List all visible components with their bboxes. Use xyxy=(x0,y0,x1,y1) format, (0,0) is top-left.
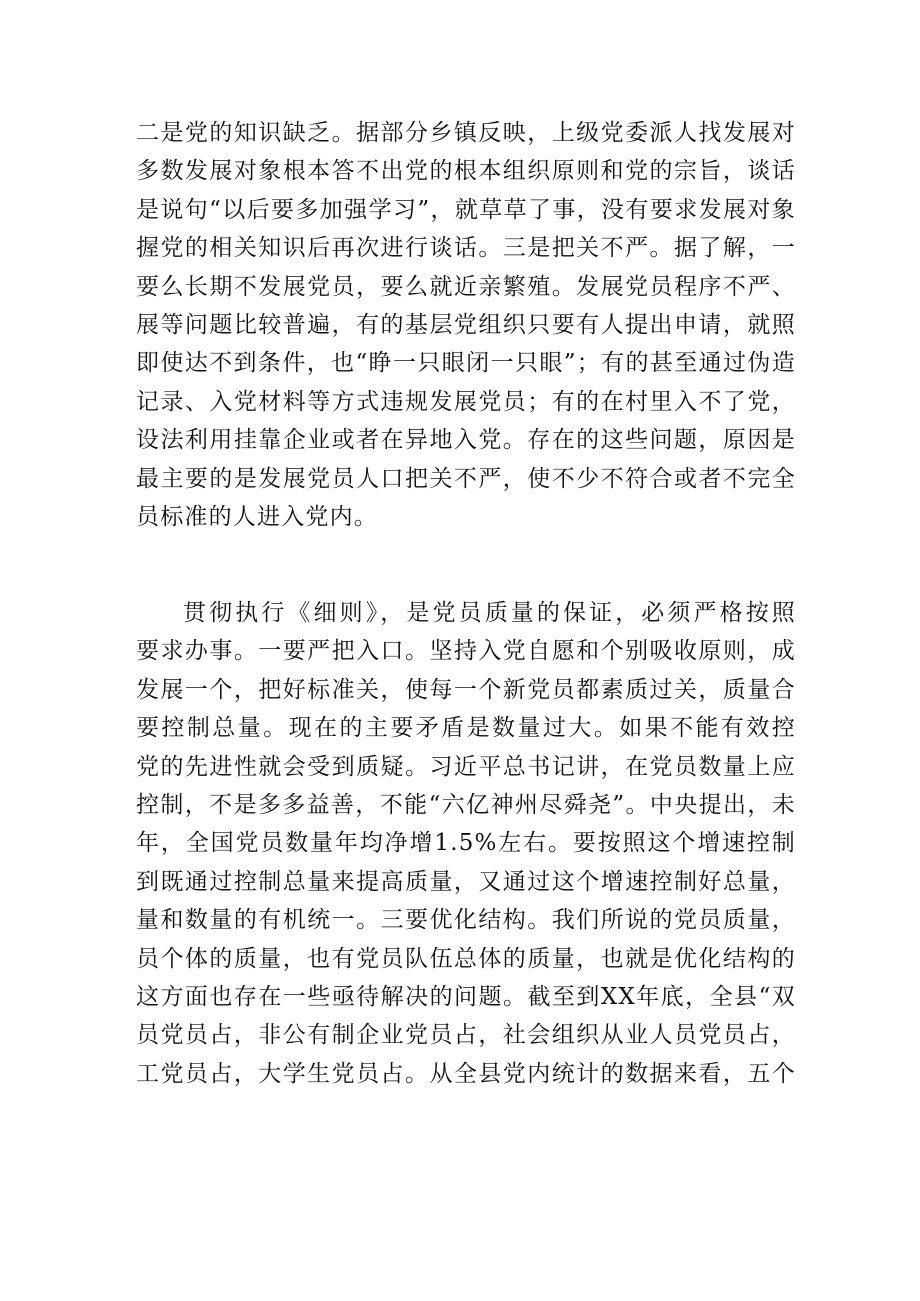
text-line: 到既通过控制总量来提高质量，又通过这个增速控制好总量， xyxy=(136,868,796,895)
text-line: 控制，不是多多益善，不能“六亿神州尽舜尧”。中央提出，未 xyxy=(136,791,796,818)
text-line: 握党的相关知识后再次进行谈话。三是把关不严。据了解，一 xyxy=(136,235,796,262)
text-line: 要控制总量。现在的主要矛盾是数量过大。如果不能有效控 xyxy=(136,715,796,742)
text-line: 即使达不到条件，也“睁一只眼闭一只眼”；有的甚至通过伪造 xyxy=(136,350,796,377)
paragraph-1 xyxy=(136,114,796,536)
text-line: 二是党的知识缺乏。据部分乡镇反映，上级党委派人找发展对 xyxy=(136,120,796,146)
text-line: 展等问题比较普遍，有的基层党组织只要有人提出申请，就照 xyxy=(136,311,796,338)
text-line: 年，全国党员数量年均净增1.5%左右。要按照这个增速控制 xyxy=(136,830,796,857)
text-line: 最主要的是发展党员人口把关不严，使不少不符合或者不完全 xyxy=(136,465,796,492)
text-line: 党的先进性就会受到质疑。习近平总书记讲，在党员数量上应 xyxy=(136,753,796,780)
text-line: 记录、入党材料等方式违规发展党员；有的在村里入不了党， xyxy=(136,388,796,415)
text-line: 发展一个，把好标准关，使每一个新党员都素质过关，质量合 xyxy=(136,676,796,703)
text-line: 贯彻执行《细则》，是党员质量的保证，必须严格按照 xyxy=(183,600,796,626)
text-line: 员党员占，非公有制企业党员占，社会组织从业人员党员占， xyxy=(136,1022,796,1049)
text-line: 量和数量的有机统一。三要优化结构。我们所说的党员质量， xyxy=(136,907,796,934)
text-line: 要求办事。一要严把入口。坚持入党自愿和个别吸收原则，成 xyxy=(136,638,796,665)
text-line: 工党员占，大学生党员占。从全县党内统计的数据来看，五个 xyxy=(136,1060,796,1087)
text-line: 是说句“以后要多加强学习”，就草草了事，没有要求发展对象 xyxy=(136,196,796,223)
text-line: 员个体的质量，也有党员队伍总体的质量，也就是优化结构的 xyxy=(136,945,796,972)
text-line: 要么长期不发展党员，要么就近亲繁殖。发展党员程序不严、 xyxy=(136,273,796,300)
text-line: 多数发展对象根本答不出党的根本组织原则和党的宗旨，谈话 xyxy=(136,158,796,185)
text-line: 员标准的人进入党内。 xyxy=(136,503,378,530)
paragraph-2 xyxy=(136,594,796,1093)
text-line: 设法利用挂靠企业或者在异地入党。存在的这些问题，原因是 xyxy=(136,427,796,454)
text-line: 这方面也存在一些亟待解决的问题。截至到XX年底，全县“双 xyxy=(136,983,796,1010)
